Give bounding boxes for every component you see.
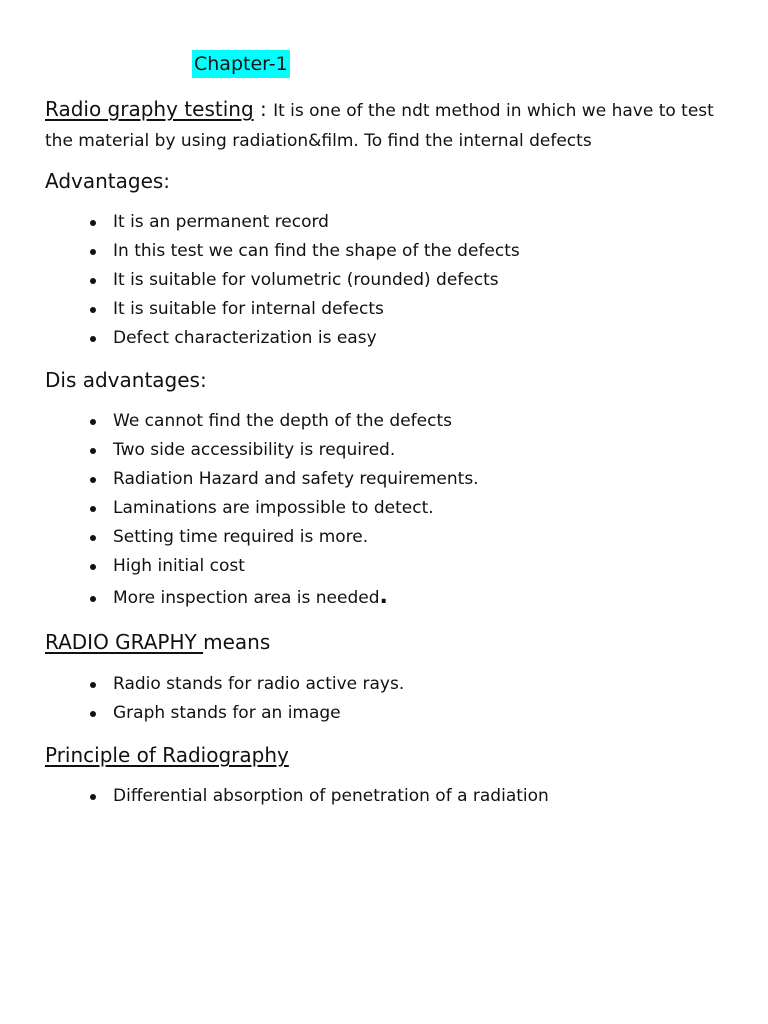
list-item: Defect characterization is easy [88,324,520,353]
radiography-means-word: means [203,630,271,654]
list-item: In this test we can find the shape of the defects [88,237,520,266]
list-item: Radiation Hazard and safety requirements. [88,465,479,494]
list-item: Setting time required is more. [88,523,479,552]
advantages-list [88,208,520,353]
radiography-means-heading [45,628,270,656]
disadvantages-list [88,407,479,613]
list-item: It is suitable for volumetric (rounded) defects [88,266,520,295]
list-item: Two side accessibility is required. [88,436,479,465]
intro-text: It is one of the ndt method in which we have to test the material by using radiation&film. To find the internal defects [45,101,714,151]
list-item-text: More inspection area is needed [113,588,380,608]
list-item: It is an permanent record [88,208,520,237]
list-item: High initial cost [88,552,479,581]
principle-heading [45,741,289,769]
intro-term: Radio graphy testing [45,97,254,121]
disadvantages-heading: Dis advantages: [45,368,207,392]
radiography-term: RADIO GRAPHY [45,630,204,654]
chapter-title: Chapter-1 [192,50,290,78]
radiography-means-list [88,670,404,728]
advantages-heading: Advantages: [45,169,171,193]
intro-colon: : [253,97,274,121]
list-item: Graph stands for an image [88,699,404,728]
list-item: Radio stands for radio active rays. [88,670,404,699]
principle-heading-text: Principle of Radiography [45,743,289,767]
list-item: Laminations are impossible to detect. [88,494,479,523]
list-item [88,584,479,613]
principle-list [88,782,549,811]
list-item: Differential absorption of penetration of a radiation [88,782,549,811]
list-item-period: . [379,584,388,609]
list-item: It is suitable for internal defects [88,295,520,324]
list-item: We cannot find the depth of the defects [88,407,479,436]
intro-paragraph [45,94,735,156]
